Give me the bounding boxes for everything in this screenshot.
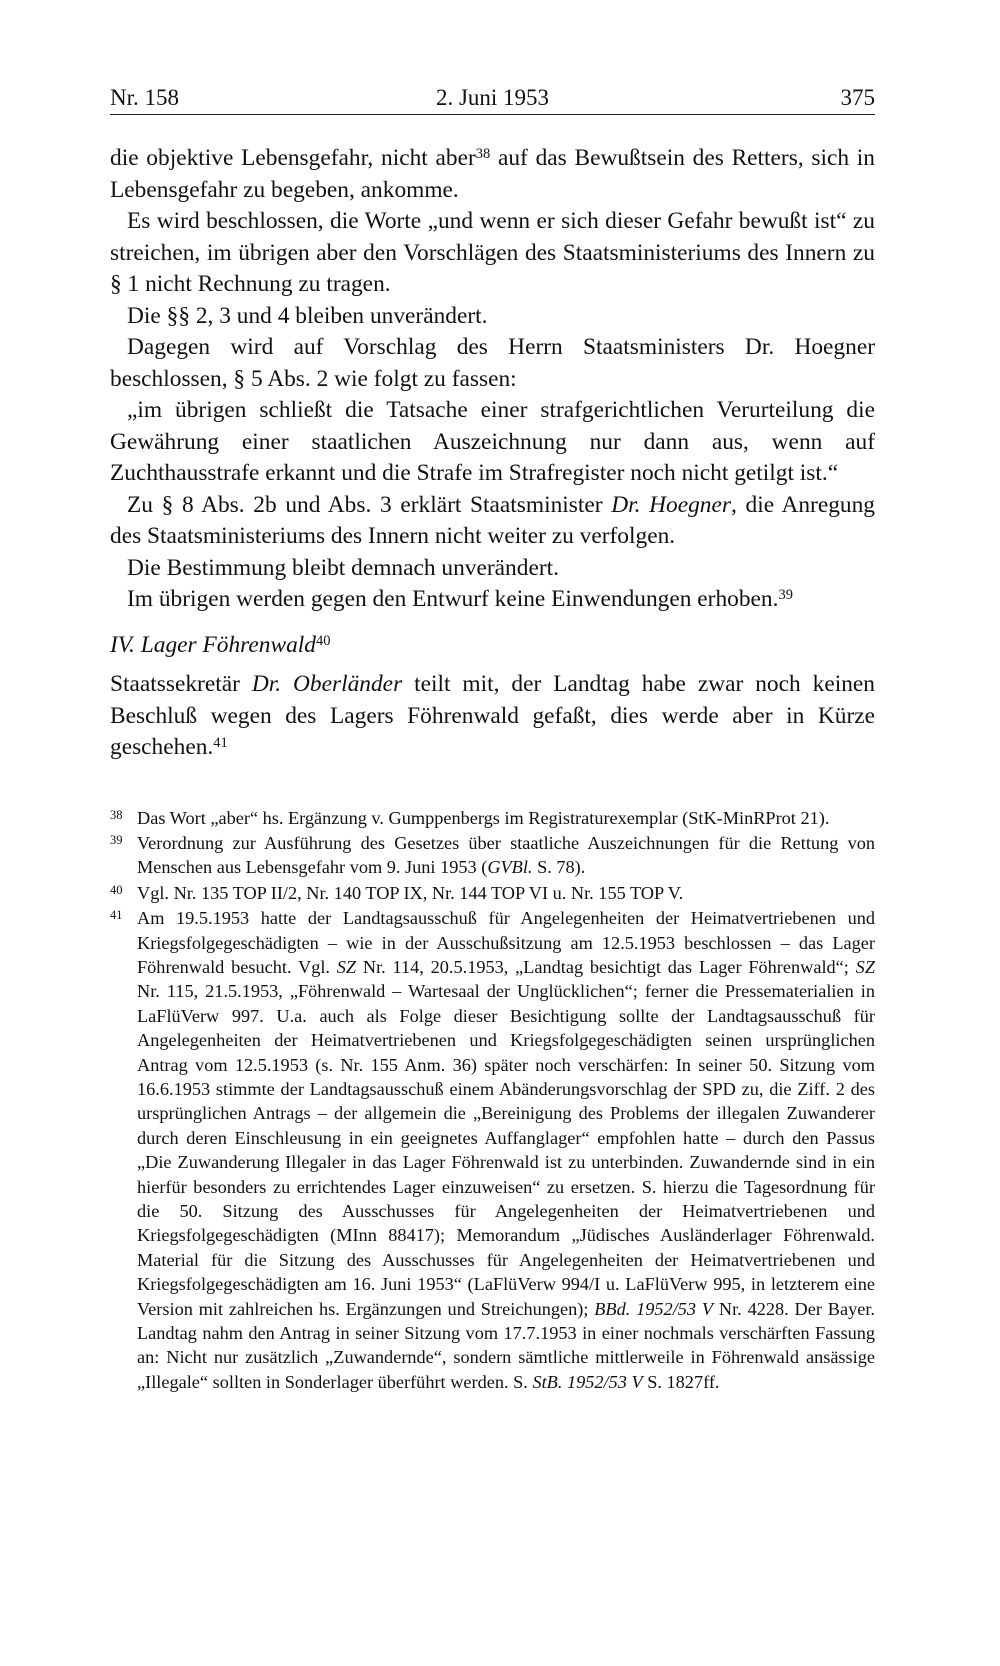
footnote-number: 38 xyxy=(110,807,123,822)
paragraph: die objektive Lebensgefahr, nicht aber$^{38}$ auf das Bewußtsein des Retters, sich in Lebensgefahr zu begeben, ankomme. xyxy=(110,145,876,203)
section-heading: IV. Lager Föhrenwald$^{40}$ xyxy=(110,631,331,658)
paragraph: Staatssekretär Dr. Oberländer teilt mit, der Landtag habe zwar noch keinen Beschluß wegen des Lagers Föhrenwald gefaßt, dies werde aber in Kürze geschehen.$^{41}$ xyxy=(110,671,875,760)
paragraph: Es wird beschlossen, die Worte „und wenn er sich dieser Gefahr bewußt ist“ zu streichen, im übrigen aber den Vorschlägen des Staatsministeriums des Innern zu § 1 nicht Rechnung zu tragen. xyxy=(110,208,875,297)
quoted-paragraph: „im übrigen schließt die Tatsache einer strafgerichtlichen Verurteilung die Gewährung einer staatlichen Auszeichnung nur dann aus, wenn auf Zuchthausstrafe erkannt und die Strafe im Strafregister noch nicht getilgt ist.“ xyxy=(110,397,875,486)
footnotes xyxy=(110,806,875,1395)
footnote-number: 41 xyxy=(110,908,123,923)
paragraph: Dagegen wird auf Vorschlag des Herrn Staatsministers Dr. Hoegner beschlossen, § 5 Abs. 2 wie folgt zu fassen: xyxy=(110,334,875,392)
main-text xyxy=(110,143,875,764)
footnote-38: 38 Das Wort „aber“ hs. Ergänzung v. Gumppenbergs im Registraturexemplar (StK-MinRProt 21). xyxy=(110,806,875,830)
footnote-ref-39[interactable]: 39 xyxy=(778,587,793,603)
footnote-ref-40[interactable]: 40 xyxy=(315,632,331,649)
footnote-40: 40 Vgl. Nr. 135 TOP II/2, Nr. 140 TOP IX, Nr. 144 TOP VI u. Nr. 155 TOP V. xyxy=(110,881,875,905)
person-name: Dr. Oberländer xyxy=(251,671,403,697)
paragraph: Die §§ 2, 3 und 4 bleiben unverändert. xyxy=(127,302,488,329)
person-name: Dr. Hoegner xyxy=(611,491,731,518)
footnote-number: 39 xyxy=(110,832,123,847)
paragraph: Im übrigen werden gegen den Entwurf keine Einwendungen erhoben.$^{39}$ xyxy=(127,586,793,612)
paragraph: Die Bestimmung bleibt demnach unverändert. xyxy=(127,554,559,581)
footnote-ref-38[interactable]: 38 xyxy=(475,146,491,162)
footnote-number: 40 xyxy=(110,882,123,897)
running-header xyxy=(110,84,875,115)
document-page xyxy=(110,84,875,1395)
footnote-39: 39 Verordnung zur Ausführung des Gesetzes über staatliche Auszeichnungen für die Rettung von Menschen aus Lebensgefahr vom 9. Juni 1953 (GVBl. S. 78). xyxy=(110,831,875,880)
footnote-ref-41[interactable]: 41 xyxy=(213,735,228,751)
page-number: 375 xyxy=(840,85,875,110)
header-date: 2. Juni 1953 xyxy=(435,85,550,110)
footnote-41: 41 Am 19.5.1953 hatte der Landtagsausschuß für Angelegenheiten der Heimatvertriebenen und Kriegsfolgegeschädigten – wie in der Ausschußsitzung am 12.5.1953 beschlossen – das Lager Föhrenwald besucht. Vgl. SZ Nr. 114, 20.5.1953, „Landtag besichtigt das Lager Föhrenwald“; SZ Nr. 115, 21.5.1953, „Föhrenwald – Wartesaal der Unglücklichen“; ferner die Pressematerialien in LaFlüVerw 997. U.a. auch als Folge dieser Besichtigung sollte der Landtagsausschuß für Angelegenheiten der Heimatvertriebenen und Kriegsfolgegeschädigten seinen ursprünglichen Antrag vom 12.5.1953 (s. Nr. 155 Anm. 36) später noch verschärfen: In seiner 50. Sitzung vom 16.6.1953 stimmte der Landtagsausschuß einem Abänderungsvorschlag der SPD zu, die Ziff. 2 des ursprünglichen Antrags – der allgemein die „Bereinigung des Problems der illegalen Zuwanderer durch deren Einschleusung in ein geeignetes Auffanglager“ empfohlen hatte – durch den Passus „Die Zuwanderung Illegaler in das Lager Föhrenwald ist zu unterbinden. Zuwandernde sind in ein hierfür besonders zu errichtendes Lager einzuweisen“ zu ersetzen. S. hierzu die Tagesordnung für die 50. Sitzung des Ausschusses für Angelegenheiten der Heimatvertriebenen und Kriegsfolgegeschädigten (MInn 88417); Memorandum „Jüdisches Ausländerlager Föhrenwald. Material für die Sitzung des Ausschusses für Angelegenheiten der Heimatvertriebenen und Kriegsfolgegeschädigten am 16. Juni 1953“ (LaFlüVerw 994/I u. LaFlüVerw 995, in letzterem eine Version mit zahlreichen hs. Ergänzungen und Streichungen); BBd. 1952/53 V Nr. 4228. Der Bayer. Landtag nahm den Antrag in seiner Sitzung vom 17.7.1953 in einer nochmals verschärften Fassung an: Nicht nur zusätzlich „Zuwandernde“, sondern sämtliche mittlerweile in Föhrenwald ansässige „Illegale“ sollten in Sonderlager überführt werden. S. StB. 1952/53 V S. 1827ff. xyxy=(110,906,875,1394)
document-number: Nr. 158 xyxy=(110,85,179,110)
paragraph: Zu § 8 Abs. 2b und Abs. 3 erklärt Staatsminister Dr. Hoegner, die Anregung des Staatsministeriums des Innern nicht weiter zu verfolgen. xyxy=(110,491,875,549)
